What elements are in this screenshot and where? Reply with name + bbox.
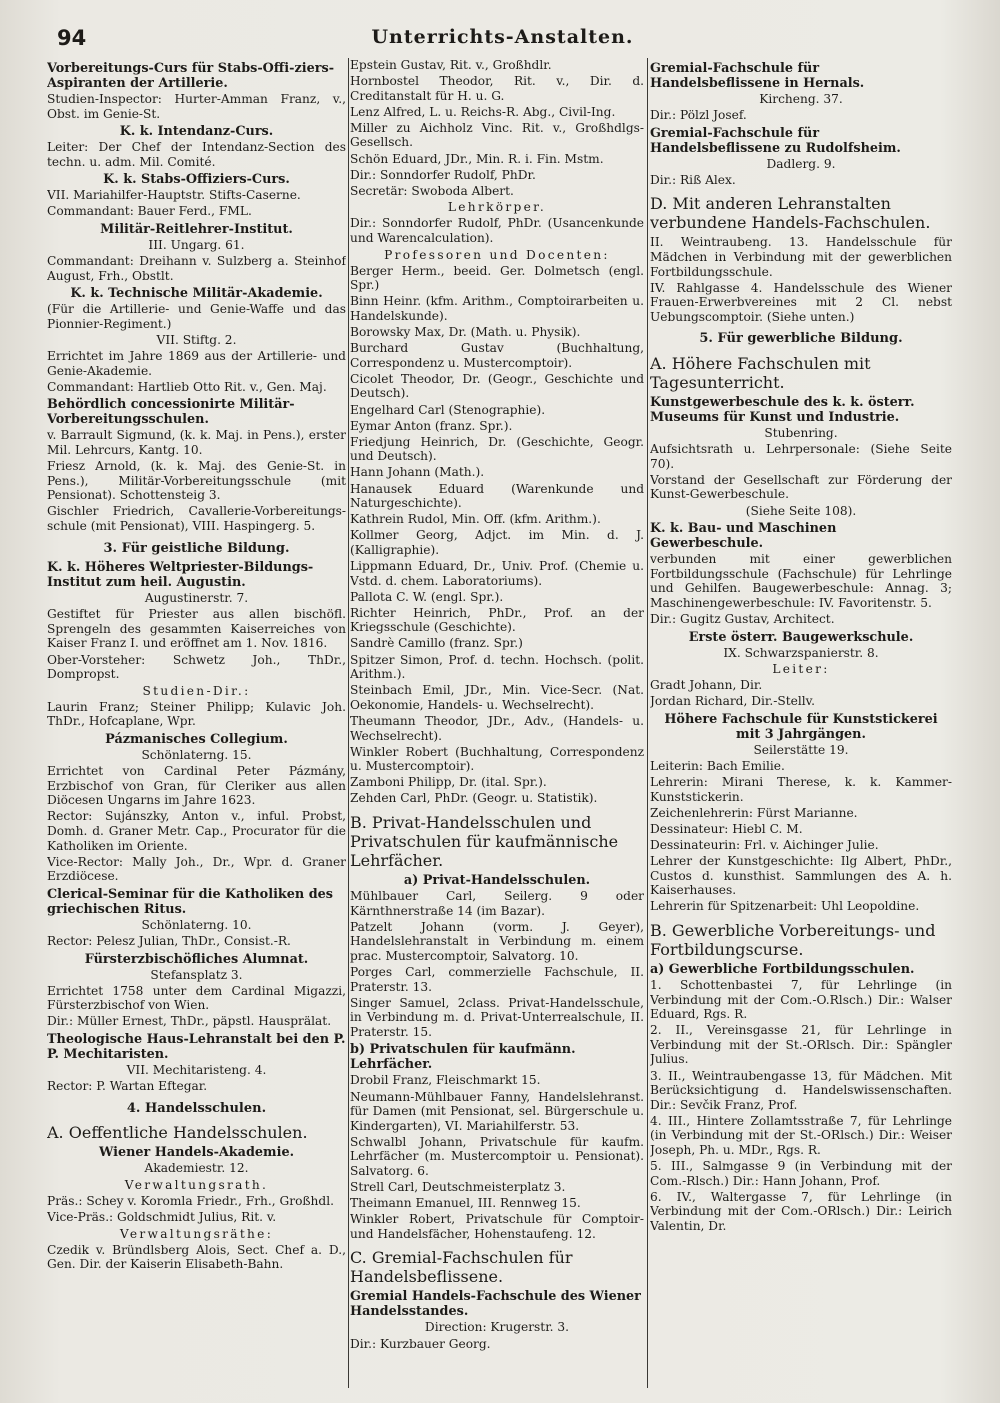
address-line: Direction: Krugerstr. 3. [424, 1320, 570, 1335]
entry-text: Engelhard Carl (Stenographie). [350, 402, 546, 417]
entry-text: Commandant: Dreihann v. Sulzberg a. Steinhof August, Frh., Obstlt. [47, 254, 346, 283]
entry-text: 2. II., Vereinsgasse 21, für Lehrlinge in Verbindung mit der St.-ORlsch. Dir.: Spängler Julius. [650, 1023, 952, 1067]
entry-text: Neumann-Mühlbauer Fanny, Handelslehranst. für Damen (mit Pensionat, sel. Bürgerschule u. Kindergarten), VI. Mariahilferstr. 53. [350, 1089, 644, 1133]
entry-text: IV. Rahlgasse 4. Handelsschule des Wiener Frauen-Erwerbvereines mit 2 Cl. nebst Uebungscomptoir. (Siehe unten.) [650, 280, 952, 324]
entry-text: Porges Carl, commerzielle Fachschule, II. Praterstr. 13. [350, 964, 644, 994]
address-line: Seilerstätte 19. [753, 742, 849, 757]
entry-heading: Gremial-Fachschule für Handelsbeflissene zu Rudolfsheim. [650, 125, 901, 156]
entry-text: Mühlbauer Carl, Seilerg. 9 oder Kärnthnerstraße 14 (im Bazar). [350, 889, 644, 918]
entry-text: Errichtet von Cardinal Peter Pázmány, Erzbischof von Gran, für Cleriker aus allen Diöcesen Ungarns im Jahre 1623. [47, 764, 346, 808]
address-line: VII. Mechitaristeng. 4. [126, 1062, 267, 1077]
entry-text: Drobil Franz, Fleischmarkt 15. [350, 1073, 541, 1088]
section-heading: 5. Für gewerbliche Bildung. [699, 331, 903, 347]
entry-text: Aufsichtsrath u. Lehrpersonale: (Siehe Seite 70). [650, 442, 952, 471]
entry-text: Richter Heinrich, PhDr., Prof. an der Kriegsschule (Geschichte). [350, 605, 644, 635]
entry-text: Lippmann Eduard, Dr., Univ. Prof. (Chemie u. Vstd. d. chem. Laboratoriums). [350, 559, 644, 588]
address-line: Schönlaterng. 15. [141, 748, 252, 762]
entry-heading: Theologische Haus-Lehranstalt bei den P. P. Mechitaristen. [47, 1031, 346, 1062]
entry-heading: Behördlich concessionirte Militär-Vorbereitungsschulen. [47, 397, 295, 428]
page-title: Unterrichts-Anstalten. [371, 26, 634, 48]
entry-text: Präs.: Schey v. Koromla Friedr., Frh., Großhdl. [47, 1193, 334, 1208]
subsection-heading: B. Privat-Handelsschulen und Privatschulen für kaufmännische Lehrfächer. [350, 813, 619, 870]
entry-heading: Wiener Handels-Akademie. [98, 1145, 295, 1161]
entry-text: Studien-Inspector: Hurter-Amman Franz, v., Obst. im Genie-St. [47, 92, 346, 121]
label-line: Professoren und Docenten: [384, 247, 610, 262]
address-line: VII. Stiftg. 2. [156, 333, 237, 348]
entry-text: Epstein Gustav, Rit. v., Großhdlr. [350, 58, 552, 72]
entry-text: Hanausek Eduard (Warenkunde und Naturgeschichte). [350, 481, 644, 511]
entry-text: Dessinateurin: Frl. v. Aichinger Julie. [650, 838, 879, 852]
address-line: Kircheng. 37. [759, 92, 843, 106]
label-line: Lehrkörper. [447, 200, 547, 215]
entry-text: Schwalbl Johann, Privatschule für kaufm. Lehrfächer (m. Mustercomptoir u. Pensionat). Salvatorg. 6. [350, 1134, 644, 1178]
entry-heading: Gremial Handels-Fachschule des Wiener Handelsstandes. [350, 1289, 641, 1320]
entry-text: Eymar Anton (franz. Spr.). [350, 418, 513, 433]
entry-text: 3. II., Weintraubengasse 13, für Mädchen. Mit Berücksichtigung d. Handelswissenschaften. Dir.: Sevčik Franz, Prof. [650, 1068, 952, 1112]
column-divider-1 [348, 58, 349, 1388]
entry-text: Kollmer Georg, Adjct. im Min. d. J. (Kalligraphie). [350, 528, 644, 557]
entry-text: Binn Heinr. (kfm. Arithm., Comptoirarbeiten u. Handelskunde). [350, 294, 644, 323]
entry-text: Vorstand der Gesellschaft zur Förderung der Kunst-Gewerbeschule. [650, 472, 952, 502]
address-line: Augustinerstr. 7. [144, 591, 249, 606]
entry-heading: K. k. Technische Militär-Akademie. [70, 286, 323, 302]
address-line: Akademiestr. 12. [144, 1161, 249, 1176]
entry-text: Czedik v. Bründlsberg Alois, Sect. Chef a. D., Gen. Dir. der Kaiserin Elisabeth-Bahn. [47, 1242, 346, 1272]
entry-text: Winkler Robert (Buchhaltung, Correspondenz u. Mustercomptoir). [350, 744, 644, 774]
entry-text: Vice-Rector: Mally Joh., Dr., Wpr. d. Graner Erzdiöcese. [47, 854, 346, 884]
column-divider-2 [647, 58, 648, 1388]
entry-text: Zehden Carl, PhDr. (Geogr. u. Statistik). [350, 791, 598, 806]
entry-text: 5. III., Salmgasse 9 (in Verbindung mit der Com.-Rlsch.) Dir.: Hann Johann, Prof. [650, 1159, 952, 1188]
entry-text: Theimann Emanuel, III. Rennweg 15. [350, 1196, 581, 1211]
entry-text: Strell Carl, Deutschmeisterplatz 3. [350, 1180, 566, 1195]
entry-heading: K. k. Intendanz-Curs. [119, 124, 274, 140]
address-line: III. Ungarg. 61. [148, 238, 245, 253]
entry-heading: K. k. Stabs-Offiziers-Curs. [103, 172, 290, 188]
subsection-heading: A. Oeffentliche Handelsschulen. [47, 1123, 308, 1143]
entry-text: 1. Schottenbastei 7, für Lehrlinge (in Verbindung mit der Com.-O.Rlsch.) Dir.: Walser Eduard, Rgs. R. [650, 977, 952, 1022]
address-line: Schönlaterng. 10. [141, 917, 252, 932]
entry-text: Friedjung Heinrich, Dr. (Geschichte, Geogr. und Deutsch). [350, 434, 644, 464]
section-heading: 4. Handelsschulen. [126, 1100, 267, 1116]
entry-text: Lehrerin: Mirani Therese, k. k. Kammer-Kunststickerin. [650, 775, 952, 804]
entry-heading: Erste österr. Baugewerkschule. [688, 629, 914, 645]
entry-text: Miller zu Aichholz Vinc. Rit. v., Großhdlgs-Gesellsch. [350, 120, 644, 150]
entry-text: Borowsky Max, Dr. (Math. u. Physik). [350, 325, 581, 340]
entry-heading: a) Privat-Handelsschulen. [403, 873, 591, 888]
entry-text: Winkler Robert, Privatschule für Comptoir- und Handelsfächer, Hohenstaufeng. 12. [350, 1212, 644, 1241]
entry-text: Cicolet Theodor, Dr. (Geogr., Geschichte und Deutsch). [350, 371, 644, 401]
entry-text: Dir.: Sonndorfer Rudolf, PhDr. (Usancenkunde und Warencalculation). [350, 216, 644, 246]
entry-text: Zamboni Philipp, Dr. (ital. Spr.). [350, 775, 547, 790]
entry-text: Singer Samuel, 2class. Privat-Handelsschule, in Verbindung m. d. Privat-Unterrealschule, II. Praterstr. 15. [350, 995, 644, 1039]
entry-text: Theumann Theodor, JDr., Adv., (Handels- u. Wechselrecht). [350, 713, 644, 743]
entry-text: (Für die Artillerie- und Genie-Waffe und das Pionnier-Regiment.) [47, 302, 346, 331]
entry-text: Gischler Friedrich, Cavallerie-Vorbereitungs-schule (mit Pensionat), VIII. Haspingerg. 5. [47, 504, 346, 533]
subsection-heading: C. Gremial-Fachschulen für Handelsbeflissene. [350, 1248, 573, 1287]
entry-text: Pallota C. W. (engl. Spr.). [350, 589, 504, 604]
address-line: (Siehe Seite 108). [745, 503, 857, 518]
entry-text: Gestiftet für Priester aus allen bischöfl. Sprengeln des gesammten Kaiserreiches von Kaiser Franz I. und eröffnet am 1. Nov. 1816. [47, 607, 346, 651]
entry-text: Hann Johann (Math.). [350, 465, 485, 480]
entry-heading: K. k. Bau- und Maschinen Gewerbeschule. [650, 521, 837, 552]
column-left [47, 58, 346, 1398]
entry-text: Leiter: Der Chef der Intendanz-Section des techn. u. adm. Mil. Comité. [47, 140, 346, 169]
entry-text: 6. IV., Waltergasse 7, für Lehrlinge (in Verbindung mit der Com.-ORlsch.) Dir.: Leirich Valentin, Dr. [650, 1189, 952, 1233]
entry-text: Dessinateur: Hiebl C. M. [650, 821, 803, 836]
entry-text: Rector: Pelesz Julian, ThDr., Consist.-R. [47, 933, 291, 948]
label-line: Leiter: [772, 662, 830, 677]
entry-text: Lenz Alfred, L. u. Reichs-R. Abg., Civil-Ing. [350, 104, 616, 119]
entry-text: Sandrè Camillo (franz. Spr.) [350, 636, 523, 651]
entry-text: Patzelt Johann (vorm. J. Geyer), Handelslehranstalt in Verbindung m. einem prac. Mustercomptoir, Salvatorg. 10. [350, 919, 644, 963]
entry-text: Friesz Arnold, (k. k. Maj. des Genie-St. in Pens.), Militär-Vorbereitungsschule (mit Pensionat). Schottensteig 3. [47, 459, 346, 503]
entry-text: verbunden mit einer gewerblichen Fortbildungsschule (Fachschule) für Lehrlinge und Gehilfen. Baugewerbeschule: Annag. 3; Maschinengewerbeschule: IV. Favoritenstr. 5. [650, 552, 952, 610]
entry-text: Hornbostel Theodor, Rit. v., Dir. d. Creditanstalt für H. u. G. [350, 74, 644, 103]
address-line: Stubenring. [764, 426, 838, 441]
label-line: Verwaltungsrath. [124, 1177, 269, 1192]
entry-heading: Pázmanisches Collegium. [105, 732, 288, 747]
entry-text: Secretär: Swoboda Albert. [350, 183, 514, 198]
entry-text: Vice-Präs.: Goldschmidt Julius, Rit. v. [47, 1209, 277, 1224]
entry-text: Kathrein Rudol, Min. Off. (kfm. Arithm.). [350, 512, 601, 527]
page-header [45, 24, 960, 54]
section-heading: 3. Für geistliche Bildung. [103, 540, 290, 556]
column-middle [350, 58, 644, 1398]
entry-text: Errichtet im Jahre 1869 aus der Artillerie- und Genie-Akademie. [47, 349, 346, 378]
address-line: Stefansplatz 3. [150, 967, 243, 982]
entry-text: Lehrerin für Spitzenarbeit: Uhl Leopoldine. [650, 899, 920, 914]
entry-text: Dir.: Pölzl Josef. [650, 108, 747, 123]
entry-heading: a) Gewerbliche Fortbildungsschulen. [650, 961, 915, 977]
entry-text: v. Barrault Sigmund, (k. k. Maj. in Pens.), erster Mil. Lehrcurs, Kantg. 10. [47, 428, 346, 457]
entry-text: Dir.: Riß Alex. [650, 172, 736, 187]
address-line: IX. Schwarzspanierstr. 8. [723, 645, 879, 660]
entry-heading: b) Privatschulen für kaufmänn. Lehrfächer. [350, 1042, 576, 1073]
entry-text: Berger Herm., beeid. Ger. Dolmetsch (engl. Spr.) [350, 263, 644, 293]
entry-text: 4. III., Hintere Zollamtsstraße 7, für Lehrlinge (in Verbindung mit der St.-ORlsch.) Dir.: Weiser Joseph, Ph. u. MDr., Rgs. R. [650, 1113, 952, 1157]
entry-text: Steinbach Emil, JDr., Min. Vice-Secr. (Nat. Oekonomie, Handels- u. Wechselrecht). [350, 683, 644, 712]
entry-text: VII. Mariahilfer-Hauptstr. Stifts-Caserne. [47, 188, 301, 203]
entry-text: Errichtet 1758 unter dem Cardinal Migazzi, Fürsterzbischof von Wien. [47, 983, 346, 1013]
column-right [650, 58, 952, 1398]
entry-text: Rector: Sujánszky, Anton v., inful. Probst, Domh. d. Graner Metr. Cap., Procurator für die Katholiken im Oriente. [47, 809, 346, 853]
entry-heading: K. k. Höheres Weltpriester-Bildungs-Institut zum heil. Augustin. [47, 560, 314, 591]
subsection-heading: A. Höhere Fachschulen mit Tagesunterricht. [650, 354, 871, 393]
entry-text: Lehrer der Kunstgeschichte: Ilg Albert, PhDr., Custos d. kunsthist. Sammlungen des A. h. Kaiserhauses. [650, 854, 952, 898]
entry-text: Gradt Johann, Dir. [650, 678, 763, 693]
entry-heading: Vorbereitungs-Curs für Stabs-Offi-ziers-Aspiranten der Artillerie. [47, 61, 335, 91]
page-number: 94 [57, 26, 87, 50]
entry-heading: Höhere Fachschule für Kunststickerei mit 3 Jahrgängen. [664, 711, 938, 742]
entry-heading: Fürsterzbischöfliches Alumnat. [84, 951, 309, 967]
entry-text: Zeichenlehrerin: Fürst Marianne. [650, 805, 858, 820]
entry-heading: Clerical-Seminar für die Katholiken des griechischen Ritus. [47, 886, 333, 917]
entry-text: Leiterin: Bach Emilie. [650, 759, 785, 774]
entry-text: Laurin Franz; Steiner Philipp; Kulavic Joh. ThDr., Hofcaplane, Wpr. [47, 699, 346, 729]
entry-text: Jordan Richard, Dir.-Stellv. [650, 694, 815, 709]
entry-text: Dir.: Müller Ernest, ThDr., päpstl. Hausprälat. [47, 1014, 332, 1029]
entry-text: Ober-Vorsteher: Schwetz Joh., ThDr., Dompropst. [47, 652, 346, 682]
entry-heading: Gremial-Fachschule für Handelsbeflissene in Hernals. [650, 61, 865, 91]
subsection-heading: B. Gewerbliche Vorbereitungs- und Fortbildungscurse. [650, 920, 936, 959]
entry-text: Dir.: Sonndorfer Rudolf, PhDr. [350, 167, 536, 182]
entry-text: Commandant: Hartlieb Otto Rit. v., Gen. Maj. [47, 379, 327, 394]
subsection-heading: D. Mit anderen Lehranstalten verbundene Handels-Fachschulen. [650, 194, 931, 233]
entry-text: Spitzer Simon, Prof. d. techn. Hochsch. (polit. Arithm.). [350, 652, 644, 682]
label-line: Verwaltungsräthe: [119, 1226, 274, 1241]
entry-text: Schön Eduard, JDr., Min. R. i. Fin. Mstm. [350, 151, 604, 166]
entry-text: Dir.: Kurzbauer Georg. [350, 1336, 491, 1351]
address-line: Dadlerg. 9. [766, 156, 836, 171]
entry-heading: Kunstgewerbeschule des k. k. österr. Museums für Kunst und Industrie. [650, 395, 915, 426]
entry-heading: Militär-Reitlehrer-Institut. [100, 222, 293, 238]
entry-text: Rector: P. Wartan Eftegar. [47, 1079, 208, 1093]
entry-text: Burchard Gustav (Buchhaltung, Correspondenz u. Mustercomptoir). [350, 341, 644, 370]
entry-text: II. Weintraubeng. 13. Handelsschule für Mädchen in Verbindung mit der gewerblichen Fortbildungsschule. [650, 235, 952, 279]
label-line: Studien-Dir.: [142, 683, 251, 698]
entry-text: Dir.: Gugitz Gustav, Architect. [650, 611, 835, 626]
entry-text: Commandant: Bauer Ferd., FML. [47, 204, 252, 219]
